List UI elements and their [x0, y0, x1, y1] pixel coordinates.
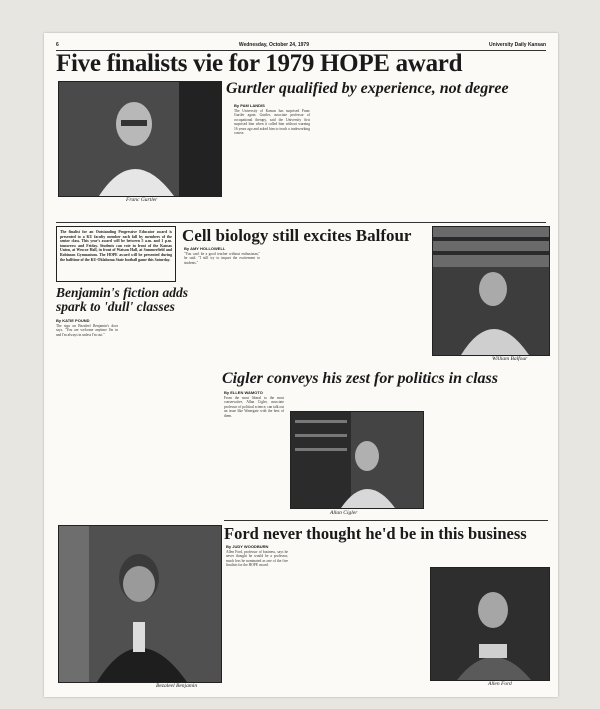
gurtler-body	[234, 109, 310, 219]
balfour-photo	[432, 226, 550, 356]
page-number: 6	[56, 42, 59, 48]
section-rule-1	[56, 222, 546, 223]
balfour-body-3	[348, 246, 424, 364]
portrait-icon	[433, 227, 549, 355]
balfour-caption: William Balfour	[492, 356, 528, 362]
cigler-body-3	[428, 390, 486, 516]
portrait-icon	[59, 526, 221, 682]
benjamin-body-2	[124, 318, 186, 518]
cigler-body-4	[492, 390, 548, 516]
cigler-body	[224, 396, 284, 516]
cigler-photo	[290, 411, 424, 509]
ford-body	[226, 550, 288, 690]
ford-photo	[430, 567, 550, 681]
benjamin-byline: By KATIE POUND	[56, 318, 90, 323]
benjamin-photo	[58, 525, 222, 683]
benjamin-body-3	[192, 318, 216, 518]
newspaper-page	[44, 33, 558, 697]
gurtler-photo	[58, 81, 222, 197]
issue-date: Wednesday, October 24, 1979	[238, 42, 309, 48]
balfour-byline: By AMY HOLLOWELL	[184, 246, 226, 251]
paper-name: University Daily Kansan	[489, 42, 546, 48]
cigler-lead: From the most liberal to the most conservative, Allan Cigler, associate professor of political science, can talk out an issue like Watergate with the best of them.	[224, 396, 284, 418]
balfour-lead: "You can't be a good teacher without enthusiasm," he said. "I still try to impart the excitement to students."	[184, 252, 260, 265]
gurtler-byline: By PAM LANDIS	[234, 103, 265, 108]
gurtler-body-3	[398, 99, 474, 219]
cigler-headline: Cigler conveys his zest for politics in class	[222, 370, 498, 387]
gurtler-headline: Gurtler qualified by experience, not degree	[226, 80, 509, 97]
cigler-body-2	[290, 390, 350, 410]
ford-body-2	[294, 544, 356, 690]
portrait-icon	[291, 412, 423, 508]
ford-byline: By JUDY WOODBURN	[226, 544, 269, 549]
cigler-byline: By ELLEN WAMOTO	[224, 390, 263, 395]
ford-body-3	[362, 544, 424, 690]
benjamin-headline: Benjamin's fiction adds spark to 'dull' classes	[56, 286, 189, 314]
gurtler-lead: The University of Kansas has surprised Franc Gurtler again. Gurtler, associate professor of occupational therapy, said the University first surprised him when it called him without warning 16 years ago and asked him to teach a tradeworking course.	[234, 109, 310, 136]
benjamin-lead: The sign on Bezaleel Benjamin's door says, "You are welcome anytime I'm in and I'm always in unless I'm out."	[56, 324, 118, 337]
cigler-caption: Allan Cigler	[330, 510, 358, 516]
benjamin-body	[56, 324, 118, 520]
balfour-headline: Cell biology still excites Balfour	[182, 226, 412, 245]
main-headline: Five finalists vie for 1979 HOPE award	[56, 50, 463, 77]
ford-lead: Allen Ford, professor of business, says he never thought he would be a professor, much less be nominated as one of the five finalists for the HOPE award.	[226, 550, 288, 568]
gurtler-body-2	[316, 99, 392, 219]
ford-headline: Ford never thought he'd be in this business	[224, 524, 527, 543]
balfour-body-2	[266, 246, 342, 364]
gurtler-caption: Franc Gurtler	[126, 197, 158, 203]
gurtler-body-4	[480, 99, 546, 219]
portrait-icon	[431, 568, 549, 680]
section-rule-2	[224, 520, 548, 521]
benjamin-caption: Bezaleel Benjamin	[156, 683, 198, 689]
ford-body-4	[430, 544, 476, 564]
hope-info-box: The finalist for an Outstanding Progressive Educator award is presented to a KU faculty member each fall by members of the senior class. This year's award will be between 5 a.m. and 1 p.m. tomorrow and Friday. Students can vote in front of the Kansas Union, at Wescoe Hall, in front of Watson Hall, at Summerfield and Robinson Gymnasium. The HOPE award will be presented during the halftime of the KU-Oklahoma State football game this Saturday.	[56, 226, 176, 282]
ford-caption: Allen Ford	[488, 681, 512, 687]
portrait-icon	[59, 82, 221, 196]
